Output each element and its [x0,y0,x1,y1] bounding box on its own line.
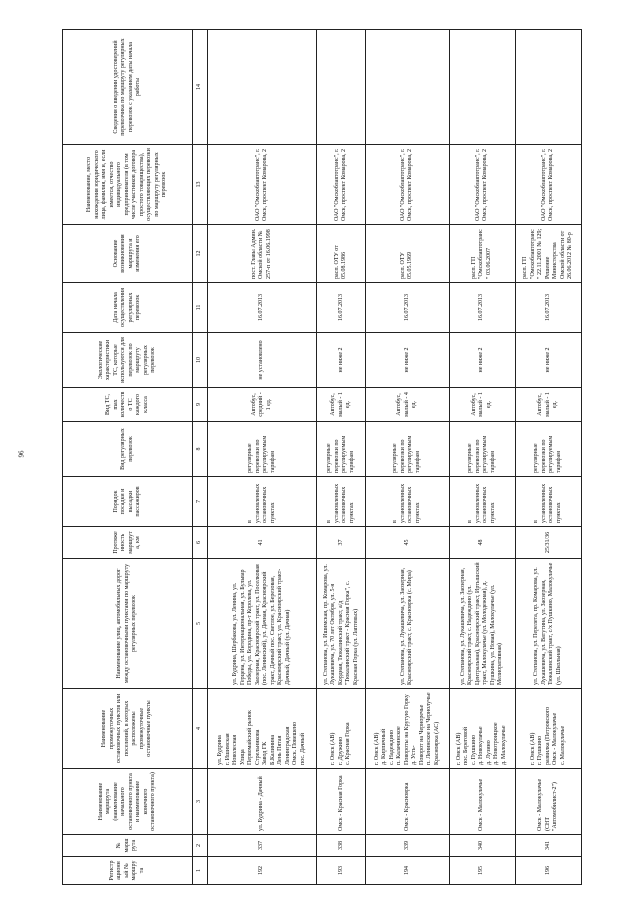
header-cell: Основание возникновения маршрута и изменения его [63,225,193,283]
route-name: Омск - Малокулачье (СНТ "Автомобилист-2") [515,769,581,835]
intermediate-stops: г. Омск (АВ) д. Кирпичный с. Надеждино п. Калачинское Повороты на Крутую Горку д. Усть- Поворот на Черноречье п. Ленинское на Чернолучье Красноярка (АС) [366,689,449,769]
start-date: 16.07.2013 [515,283,581,333]
header-row [63,30,193,885]
vehicle-class: Автобус, малый - 1 ед. [515,388,581,422]
basis-document: пост. Главы Админ. Омской области № 257-п от 16.06.1998 [207,225,316,283]
basis-document: расп. ГП "Омскоблавтотранс" 03.06.2007 [449,225,515,283]
column-number: 3 [193,769,208,835]
column-number: 7 [193,477,208,527]
route-number: 340 [449,835,515,857]
start-date: 16.07.2013 [317,283,366,333]
header-cell: Вид ТС, max количество ТС каждого класса [63,388,193,422]
column-number: 5 [193,559,208,689]
vehicle-class: Автобус, малый - 1 ед. [317,388,366,422]
registration-number: 195 [449,857,515,885]
intermediate-stops: г. Омск (АВ) пос. Береговой с. Пушкино д. Новокулачье д. Лузино д. Новотроицкое д. Малокулачье [449,689,515,769]
ecological-class: не установлено [207,333,316,388]
rotated-page [62,30,582,885]
streets: ул. Степанова, ул. Лукашевича, ул. Заозерная, Красноярский тракт, с. Надеждино (ул. Центральная), Красноярский тракт, Иртышский тракт, Малокулачье (ул. Молодежная), д. Пушкина, ул. Новая), Малокулачье (ул. Мелиоративная) [449,559,515,689]
certificate-info [449,30,515,145]
registration-number: 196 [515,857,581,885]
boarding-order: в установленных остановочных пунктах [366,477,449,527]
route-length: 25/31/36 [515,527,581,559]
column-number: 14 [193,30,208,145]
boarding-order: в установленных остановочных пунктах [449,477,515,527]
header-cell: Порядок посадки и высадки пассажиров [63,477,193,527]
header-cell: Экологические характеристики ТС, которые используются для перевозок по маршруту регулярных перевозок [63,333,193,388]
transport-type: регулярные перевозки по регулируемым тарифам [515,422,581,477]
certificate-info [317,30,366,145]
header-cell: Наименование промежуточных остановочных пунктов или поселений, в которых расположены промежуточные остановочные пункты [63,689,193,769]
header-cell: № маршрута [63,835,193,857]
header-cell: Дата начала осуществления регулярных перевозок [63,283,193,333]
registration-number: 194 [366,857,449,885]
column-number: 1 [193,857,208,885]
table-row [449,30,515,885]
transport-type: регулярные перевозки по регулируемым тарифам [207,422,316,477]
basis-document: расп. ОТУ 05.05.1969 [366,225,449,283]
header-cell: Вид регулярных перевозок [63,422,193,477]
route-name: Омск - Красноярка [366,769,449,835]
registration-number: 192 [207,857,316,885]
header-cell: Протяженность маршрута, км [63,527,193,559]
column-number: 12 [193,225,208,283]
header-cell: Регистрационный № маршрута [63,857,193,885]
route-length: 37 [317,527,366,559]
header-cell: Наименование маршрута (наименование начального остановочного пункта и наименование конечного остановочного пункта) [63,769,193,835]
carrier: ОАО "Омскоблавтотранс", г. Омск, проспект Комарова, 2 [366,145,449,225]
route-number: 338 [317,835,366,857]
routes-table [62,29,582,885]
streets: ул. Степанова, ул. Ишимская, пр. Комарова, ул. Лукашевича, ул. 70 лет Октября, ул. 5-я Кордная, Тюкалинский тракт, а/д "Тюкалинский тракт - Красная Горка", с. Красная Горка (ул. Лаптевых) [317,559,366,689]
carrier: ОАО "Омскоблавтотранс", г. Омск, проспект Комарова, 2 [449,145,515,225]
column-number: 2 [193,835,208,857]
header-cell: Наименование, место нахождения юридического лица, фамилия, имя и, если имеется, отчество индивидуального предпринимателя (в том числе участников договора простого товарищества), осуществляющих перевозки по маршруту регулярных перевозок [63,145,193,225]
table-row [366,30,449,885]
route-length: 41 [207,527,316,559]
header-cell: Сведения о введении удостоверений перевозчика по маршруту регулярных перевозок с указанием даты начала работы [63,30,193,145]
start-date: 16.07.2013 [449,283,515,333]
route-number: 341 [515,835,581,857]
intermediate-stops: г. Омск (АВ) г. Дружино с. Красная Горка [317,689,366,769]
vehicle-class: Автобус, малый - 4 ед. [366,388,449,422]
route-name: ул. Будрина - Дачный [207,769,316,835]
registration-number: 193 [317,857,366,885]
transport-type: регулярные перевозки по регулируемым тарифам [317,422,366,477]
basis-document: расп. ОТУ от 05.08.1986 [317,225,366,283]
transport-type: регулярные перевозки по регулируемым тарифам [449,422,515,477]
route-name: Омск - Красная Горка [317,769,366,835]
basis-document: расп. ГП "Омскоблавтотранс" 22.11.2001 № 129; Решение Министерства Омской области от 26.06.2012 № 80-р [515,225,581,283]
intermediate-stops: г. Омск (АВ) г. Пушкино развилка (Петровского Омск - Малокулачье с. Малокулачье [515,689,581,769]
column-number: 4 [193,689,208,769]
route-length: 45 [366,527,449,559]
header-cell: Наименование улиц, автомобильных дорог между остановочными пунктами по маршруту регулярных перевозок [63,559,193,689]
column-number: 10 [193,333,208,388]
start-date: 16.07.2013 [366,283,449,333]
column-number: 13 [193,145,208,225]
ecological-class: не ниже 2 [515,333,581,388]
route-name: Омск - Малокулачье [449,769,515,835]
carrier: ОАО "Омскоблавтотранс", г. Омск, проспект Комарова, 2 [515,145,581,225]
ecological-class: не ниже 2 [366,333,449,388]
streets: ул. Степанова, ул. Лукашевича, ул. Заозерная, Красноярский тракт, с. Красноярка (с. Мира) [366,559,449,689]
intermediate-stops: ул. Будрина г. Ишимская Новолесная Улица Первомайский рынок Стрельникова Завод ГК Б.Калинина Лень Пятая Ленинградская Омск. Повешено пос. Дачный [207,689,316,769]
column-number-row [193,30,208,885]
streets: ул. Будрина, Шербакова, ул. Ленина, ул. Герцена, ул. Интернациональная, ул. Бульвар Победы, ул. Бородина, пр-т Королева, ул. Заозерная, Красноярский тракт, ул. Поселковая (пос. Ленинский), ул. Дачная, Красноярский тракт, Дачный пос. Светлое, ул. Березовая, Красноярский тракт, ул. Красноярский тракт-Дачный, Дачный (ул. Дачная) [207,559,316,689]
column-number: 9 [193,388,208,422]
route-length: 48 [449,527,515,559]
column-number: 6 [193,527,208,559]
column-number: 11 [193,283,208,333]
table-row [515,30,581,885]
vehicle-class: Автобус, средний - 1 ед. [207,388,316,422]
streets: ул. Степанова, ул. Перелета, пр. Комарова, ул. Лукашевича, ул. Ватутина, ул. Заозерная, Тюкалинский тракт, с/х Пушкино, Малокулачье (ул. Школьная) [515,559,581,689]
carrier: ОАО "Омскоблавтотранс", г. Омск, проспект Комарова, 2 [207,145,316,225]
boarding-order: в установленных остановочных пунктах [515,477,581,527]
table-row [207,30,316,885]
table-row [317,30,366,885]
carrier: ОАО "Омскоблавтотранс", г. Омск, проспект Комарова, 2 [317,145,366,225]
ecological-class: не ниже 2 [317,333,366,388]
transport-type: регулярные перевозки по регулируемым тарифам [366,422,449,477]
column-number: 8 [193,422,208,477]
page-number: 96 [17,450,26,458]
start-date: 16.07.2013 [207,283,316,333]
vehicle-class: Автобус, малый - 1 ед. [449,388,515,422]
boarding-order: в установленных остановочных пунктах [317,477,366,527]
boarding-order: в установленных остановочных пунктах [207,477,316,527]
ecological-class: не ниже 2 [449,333,515,388]
certificate-info [515,30,581,145]
route-number: 337 [207,835,316,857]
certificate-info [366,30,449,145]
route-number: 339 [366,835,449,857]
certificate-info [207,30,316,145]
